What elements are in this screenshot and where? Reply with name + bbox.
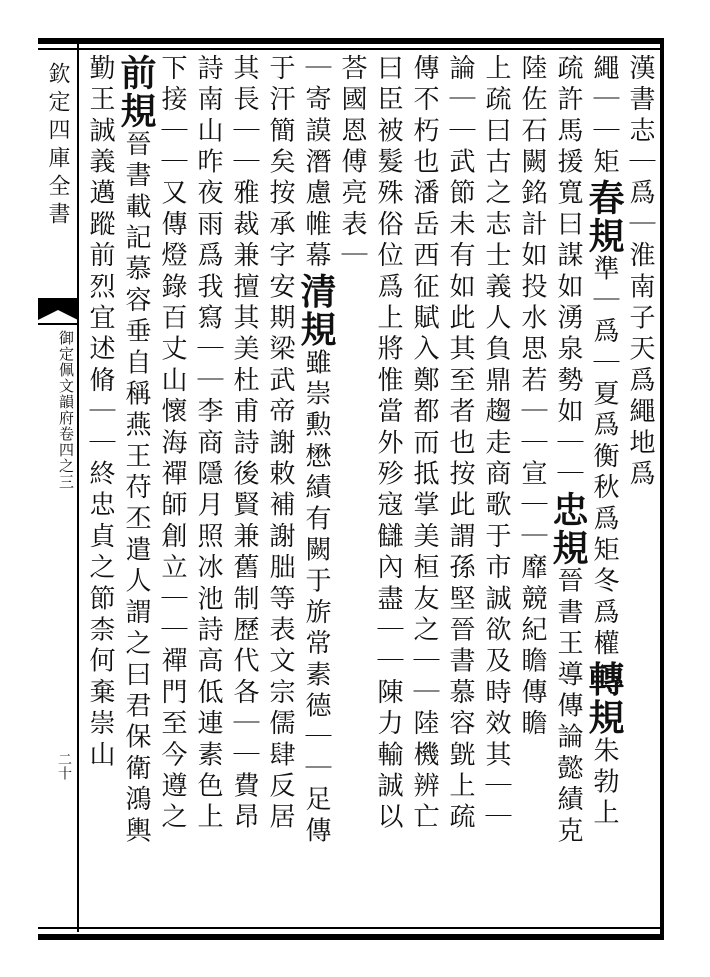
text-column-16 [82,54,118,924]
text-column-14 [154,54,190,924]
column-text: 朱勃上 [589,736,619,831]
page-number: 二十 [56,752,72,780]
column-text: 詩南山昨夜雨爲我寫｜｜李商隱月照冰池詩高低連素色上 [193,54,223,834]
column-text: 漢書志｜爲｜淮南子天爲繩地爲 [625,54,655,491]
text-column-12 [226,54,262,924]
column-text: 荅國恩傅亮表｜ [337,54,367,273]
column-text: ｜寄謨潛慮帷幕 [301,54,331,273]
text-column-13 [190,54,226,924]
fishtail-mark-icon [38,298,78,326]
column-text: 疏許馬援寬曰謀如湧泉勢如｜｜ [553,54,583,491]
book-title: 欽定四庫全書 [45,62,70,230]
text-column-15 [115,54,157,924]
text-column-11 [262,54,298,924]
text-column-2 [583,54,625,924]
column-text: 曰臣被髮殊俗位爲上將惟當外殄寇讎內盡｜｜陳力輸誠以 [373,54,403,834]
entry-heading: 春規 [583,178,625,255]
column-text: 上疏曰古之志士義人負鼎趨走商歌于市誠欲及時效其｜｜ [481,54,511,834]
column-text: 傳不朽也潘岳西征賦入鄭都而抵掌美桓友之｜｜陸機辨亡 [409,54,439,834]
right-border [660,38,664,940]
text-column-7 [406,54,442,924]
volume-subtitle: 御定佩文韻府卷四之三 [57,330,75,490]
text-column-3 [547,54,589,924]
text-column-8 [370,54,406,924]
column-text: 于汗簡矣按承字安期梁武帝謝敕補謝朏等表文宗儒肆反居 [265,54,295,834]
text-body [82,54,658,924]
text-column-6 [442,54,478,924]
bottom-border-thick [38,934,663,940]
column-text: 雖崇勲懋績有闕于旂常素德｜｜足傳 [301,348,331,848]
margin-divider [77,44,79,932]
column-text: 陸佐石闕銘計如投水思若｜｜宣｜｜靡競紀瞻傳瞻 [517,54,547,741]
entry-heading: 忠規 [547,490,589,567]
text-column-1 [622,54,658,924]
column-text: 論｜｜武節未有如此其至者也按此謂孫堅晉書慕容皝上疏 [445,54,475,834]
column-text: 晉書王導傳論懿績克 [553,566,583,848]
column-text: 其長｜｜雅裁兼擅其美杜甫詩後賢兼舊制歷代各｜｜費昂 [229,54,259,834]
column-text: 準｜爲｜夏爲衡秋爲矩冬爲權 [589,254,619,661]
text-column-9 [334,54,370,924]
entry-heading: 轉規 [583,660,625,737]
column-text: 晉書載記慕容垂自稱燕王苻丕遣人謂之曰君保衛鴻輿 [121,130,151,848]
text-column-5 [478,54,514,924]
column-text: 勤王誠義邁蹤前烈宜述脩｜｜終忠貞之節柰何棄崇山 [85,54,115,772]
entry-heading: 清規 [295,272,337,349]
top-border-thick [38,38,663,44]
top-border-thin [38,48,663,50]
column-text: 繩｜｜矩 [589,54,619,179]
bottom-border-thin [38,927,663,929]
entry-heading: 前規 [115,54,157,130]
column-text: 下接｜｜又傳燈錄百丈山懷海禪師創立｜｜禪門至今遵之 [157,54,187,834]
text-column-10 [295,54,337,924]
text-column-4 [514,54,550,924]
